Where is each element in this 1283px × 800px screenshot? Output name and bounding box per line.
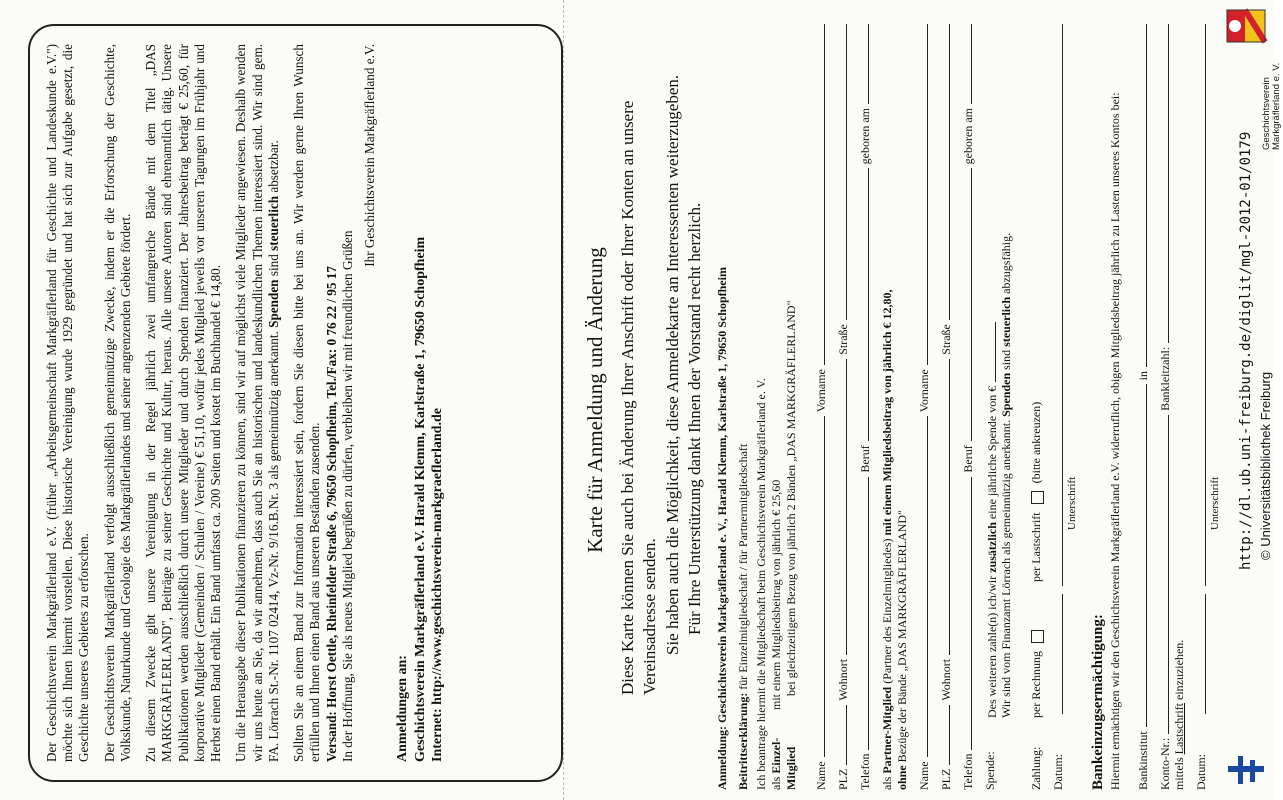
spende-label: Spende:: [983, 751, 998, 790]
spende-block: [983, 20, 1014, 790]
spende-amount-field[interactable]: [983, 322, 996, 382]
datum-label: Datum:: [1051, 754, 1066, 790]
beruf-label: Beruf: [857, 445, 872, 473]
partner-label: Partner-Mitglied: [880, 686, 895, 774]
partner-telefon-row: [953, 20, 975, 790]
card-address: Anmeldung: Geschichtsverein Markgräflerland e. V., Harald Klemm, Karlstraße 1, 79650 Schopfheim: [715, 267, 729, 790]
mittels-text: mittels: [1172, 757, 1187, 790]
registration-heading: Anmeldungen an:: [395, 655, 411, 762]
partner-ohne: ohne: [894, 765, 909, 790]
konto-row: [1150, 20, 1172, 790]
partner-address-row: [931, 20, 953, 790]
source-url[interactable]: http://dl.ub.uni-freiburg.de/diglit/mgl-2012-01/0179: [1238, 131, 1254, 570]
card-intro-2: Sie haben auch die Möglichkeit, diese Anmeldekarte an Interessenten weiterzugeben.: [662, 74, 682, 655]
partner-block: [880, 20, 909, 790]
als-label: als: [768, 776, 783, 790]
signature-line: Ihr Geschichtsverein Markgräflerland e.V.: [361, 44, 377, 267]
zahlung-label: Zahlung:: [1029, 746, 1044, 790]
partner-plz-field[interactable]: [937, 705, 950, 765]
logo-line-2: Markgräflerland e. V.: [1271, 62, 1283, 150]
registration-website: Internet: http://www.geschichtsverein-markgraeflerland.de: [430, 408, 446, 762]
strasse-field[interactable]: [834, 24, 847, 320]
telefon-label: Telefon: [857, 753, 872, 790]
wohnort-field[interactable]: [834, 359, 847, 655]
partner-name-field[interactable]: [915, 416, 928, 757]
membership-form: [715, 20, 1222, 790]
beitritt-options: für Einzelmitgliedschaft / für Partnermitgliedschaft: [735, 443, 750, 690]
logo-line-1: Geschichtsverein: [1261, 77, 1272, 150]
beitritt-label: Beitrittserklärung:: [735, 692, 750, 790]
info-p5-closing: In der Hoffnung, Sie als neues Mitglied begrüßen zu dürfen, verbleiben wir mit freundlichen Grüßen: [339, 230, 355, 762]
spende-text: Des weiteren zahle(n) ich/wir: [984, 575, 999, 718]
bank-unterschrift-label: Unterschrift: [1208, 476, 1221, 530]
partner-note: (Partner des Einzelmitgliedes): [880, 538, 895, 684]
partner-geboren-label: geboren am: [960, 108, 975, 165]
bankinstitut-label: Bankinstitut: [1135, 731, 1150, 790]
bank-datum-label: Datum:: [1194, 754, 1209, 790]
card-intro: [617, 55, 707, 695]
card-title: Karte für Anmeldung und Änderung: [583, 247, 607, 553]
partner-vorname-label: Vorname: [916, 369, 931, 413]
strasse-label: Straße: [835, 324, 850, 355]
telefon-field[interactable]: [856, 477, 869, 750]
vorname-field[interactable]: [812, 24, 825, 365]
einzel-block: [769, 20, 798, 790]
plz-field[interactable]: [834, 705, 847, 765]
datum-row: [1044, 20, 1066, 790]
name-label: Name: [813, 761, 828, 790]
partner-name-label: Name: [916, 761, 931, 790]
copyright: © Universitätsbibliothek Freiburg: [1258, 371, 1273, 560]
partner-wohnort-field[interactable]: [937, 359, 950, 655]
telefon-row: [850, 20, 872, 790]
spende-note-end: abzugsfähig.: [999, 232, 1014, 294]
unterschrift-label: Unterschrift: [1066, 476, 1078, 530]
partner-beruf-label: Beruf: [960, 445, 975, 473]
info-p5-text: Sollten Sie an einem Band zur Information interessiert sein, fordern Sie diesen bitte bei uns an. Wir werden gerne Ihren Wunsch erfüllen und Ihnen einen Band aus unseren Beständen zusenden.: [291, 44, 323, 762]
einzel-benefit: bei gleichzeitigem Bezug von jährlich 2 Bänden „DAS MARKGRÄFLERLAND": [783, 300, 798, 696]
info-paragraph-2: Der Geschichtsverein Markgräflerland verfolgt ausschließlich gemeinnützige Zwecke, indem er die Erforschung der Geschichte, Volkskunde, Naturkunde und Geologie des Markgräflerlandes und seiner angrenzenden Gebiete fördert.: [101, 44, 133, 762]
einzel-fee: mit einem Mitgliedsbeitrag von jährlich € 25,60: [768, 479, 783, 710]
partner-strasse-field[interactable]: [937, 24, 950, 320]
rechnung-label: per Rechnung: [1029, 651, 1044, 718]
registration-card: [565, 0, 1221, 800]
bank-unterschrift-field[interactable]: [1193, 24, 1206, 586]
partner-fee: mit einem Mitgliedsbeitrag von jährlich € 12,80,: [880, 289, 895, 536]
geboren-field[interactable]: [856, 24, 869, 104]
bank-datum-field[interactable]: [1193, 594, 1206, 714]
info-p4-spenden: Spenden: [265, 279, 281, 328]
partner-wohnort-label: Wohnort: [938, 658, 953, 701]
bank-text: Hiermit ermächtigen wir den Geschichtsverein Markgräflerland e.V. widerruflich, obigen Mitgliedsbeitrag jährlich zu Lasten unseres Kontos bei:: [1107, 92, 1122, 790]
partner-telefon-field[interactable]: [959, 477, 972, 750]
bank-datum-row: [1187, 20, 1209, 790]
association-logo-text: [1262, 63, 1283, 150]
lastschrift-label: per Lastschrift: [1029, 512, 1044, 583]
digital-library-icon: [1226, 752, 1266, 788]
bankinstitut-row: [1128, 20, 1150, 790]
partner-vorname-field[interactable]: [915, 24, 928, 365]
bank-title: Bankeinzugsermächtigung:: [1090, 614, 1107, 790]
partner-strasse-label: Straße: [938, 324, 953, 355]
lastschrift-checkbox[interactable]: [1031, 491, 1044, 504]
info-p4-end: absetzbar.: [265, 140, 281, 193]
name-row: [806, 20, 828, 790]
in-label: in: [1135, 370, 1150, 381]
info-paragraph-3: Zu diesem Zwecke gibt unsere Vereinigung in der Regel jährlich zwei umfangreiche Bände mit dem Titel „DAS MARKGRÄFLERLAND", Beiträge zu seiner Geschichte und Kultur, heraus. Alle unsere Autoren sind ehrenamtlich tätig. Unsere Publikationen werden ausschließlich durch unsere Mitglieder und durch Spenden finanziert. Der Jahresbeitrag beträgt € 25,60, für korporative Mitglieder (Gemeinden / Schulen / Vereine) € 51,10, wofür jedes Mitglied jeweils vor unseren Tagungen im Frühjahr und Herbst einen Band erhält. Ein Band umfasst ca. 200 Seiten und kostet im Buchhandel € 14,80.: [143, 44, 224, 762]
einzuziehen-text: einzuziehen.: [1172, 639, 1187, 700]
card-intro-1: Diese Karte können Sie auch bei Änderung Ihrer Anschrift oder Ihrer Konten an unsere Vereinsadresse senden.: [618, 100, 660, 695]
spende-note-sind: sind: [999, 349, 1014, 370]
zahlung-row: [1022, 20, 1044, 790]
plz-label: PLZ: [835, 768, 850, 790]
spende-note-steuerlich: steuerlich: [999, 296, 1014, 347]
beitritt-line: [736, 20, 751, 790]
partner-name-row: [909, 20, 931, 790]
partner-beruf-field[interactable]: [959, 168, 972, 441]
vorname-label: Vorname: [813, 369, 828, 413]
info-p4-steuerlich: steuerlich: [265, 195, 281, 251]
coat-of-arms-icon: [1225, 8, 1267, 46]
registration-block: [394, 44, 447, 762]
lastschrift-line: [1172, 20, 1187, 790]
shipping-address: Versand: Horst Oettle, Rheinfelder Straße 6, 79650 Schopfheim, Tel./Fax: 0 76 22 / 95 17: [323, 266, 339, 762]
ankreuzen-hint: (bitte ankreuzen): [1029, 401, 1044, 484]
name-field[interactable]: [812, 416, 825, 757]
spende-amount-label: eine jährliche Spende von €: [984, 385, 999, 520]
partner-plz-label: PLZ: [938, 768, 953, 790]
spende-note-spenden: Spenden: [999, 372, 1014, 417]
partner-no-books: Bezüge der Bände „DAS MARKGRÄFLERLAND": [894, 510, 909, 763]
info-paragraph-1: Der Geschichtsverein Markgräflerland e.V. (früher „Arbeitsgemeinschaft Markgräflerland für Geschichte und Landeskunde e.V.") möchte sich Ihnen hiermit vorstellen. Diese historische Vereinigung wurde 1929 gegründet und hat sich zur Aufgabe gesetzt, die Geschichte unseres Gebietes zu erforschen.: [44, 44, 92, 762]
spende-zusaetzlich: zusätzlich: [984, 522, 999, 573]
beruf-field[interactable]: [856, 168, 869, 441]
card-intro-3: Für Ihre Unterstützung dankt Ihnen der Vorstand recht herzlich.: [685, 202, 705, 635]
bankinstitut-field[interactable]: [1134, 384, 1147, 727]
info-p4-sind: sind: [265, 254, 281, 277]
konto-field[interactable]: [1156, 415, 1169, 734]
partner-geboren-field[interactable]: [959, 24, 972, 104]
konto-label: Konto-Nr.:: [1157, 737, 1172, 790]
antrag-line: Ich beantrage hiermit die Mitgliedschaft beim Geschichtsverein Markgräflerland e. V.: [754, 378, 769, 790]
bankort-field[interactable]: [1134, 24, 1147, 367]
fold-line: [563, 0, 564, 800]
info-p4-text: Um die Herausgabe dieser Publikationen finanzieren zu können, sind wir auf möglichst viele Mitglieder angewiesen. Deshalb wenden wir uns heute an Sie, da wir annehmen, dass auch Sie an historischen und landeskundlichen Themen interessiert sind. Wir sind gem. FA. Lörrach St.-Nr. 1107 02414, Vz-Nr. 9/16.B.Nr. 3 als gemeinnützig anerkannt.: [233, 44, 281, 762]
address-row: [828, 20, 850, 790]
geboren-label: geboren am: [857, 108, 872, 165]
blz-field[interactable]: [1156, 24, 1169, 343]
wohnort-label: Wohnort: [835, 658, 850, 701]
info-paragraph-5: [291, 44, 356, 762]
spende-note: [999, 233, 1014, 718]
association-info-box: [28, 24, 563, 782]
unterschrift-field[interactable]: [1050, 24, 1063, 586]
registration-address: Geschichtsverein Markgräflerland e.V. Harald Klemm, Karlstraße 1, 79650 Schopfheim: [412, 236, 428, 762]
partner-als: als: [880, 776, 895, 790]
info-paragraph-4: [233, 44, 282, 762]
lastschrift-underlined: Lastschrift: [1172, 703, 1187, 755]
partner-telefon-label: Telefon: [960, 753, 975, 790]
datum-field[interactable]: [1050, 594, 1063, 714]
einzel-label: Einzel-Mitglied: [768, 737, 798, 790]
rechnung-checkbox[interactable]: [1031, 630, 1044, 643]
spende-note-text: Wir sind vom Finanzamt Lörrach als gemeinnützig anerkannt.: [999, 419, 1014, 718]
blz-label: Bankleitzahl:: [1157, 346, 1172, 411]
